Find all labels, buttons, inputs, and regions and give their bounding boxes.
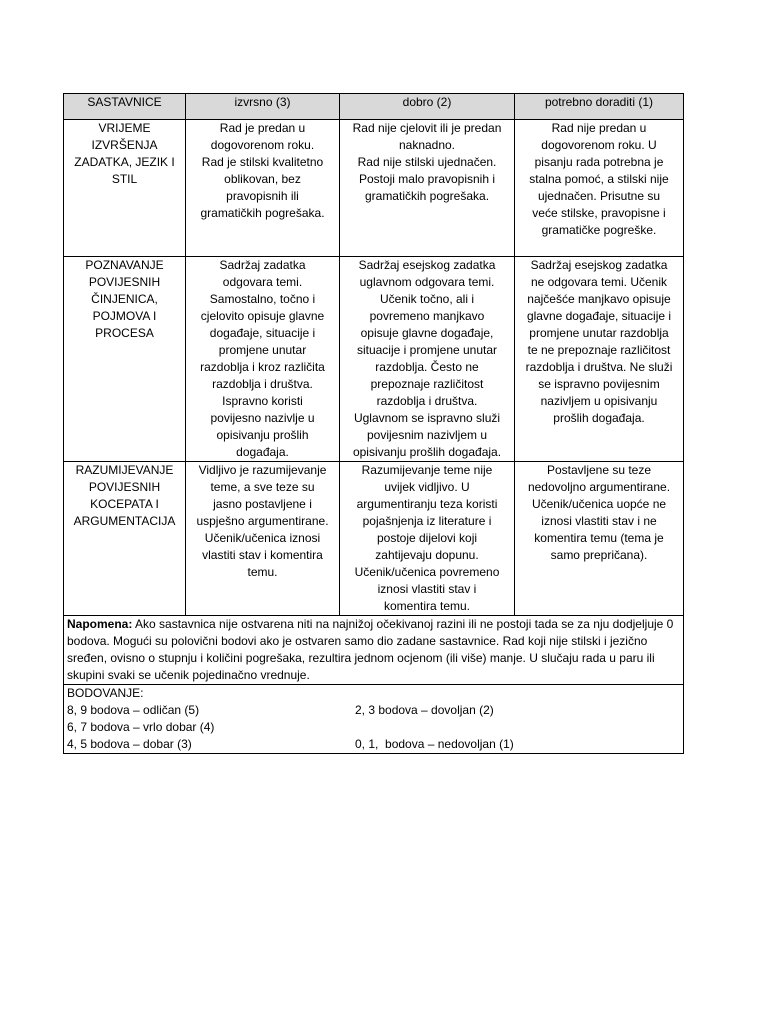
needs-work-cell xyxy=(515,462,684,616)
header-row xyxy=(64,94,684,120)
cell-line: RAZUMIJEVANJE xyxy=(75,463,174,477)
cell-line: Učenik/učenica uopće ne xyxy=(531,497,667,511)
header-excellent: izvrsno (3) xyxy=(186,94,340,120)
cell-line: IZVRŠENJA xyxy=(91,138,158,152)
scoring-left-2: 4, 5 bodova – dobar (3) xyxy=(67,737,192,751)
needs-work-cell xyxy=(515,257,684,462)
good-cell xyxy=(340,120,515,257)
cell-line: razdoblja. Često ne xyxy=(375,360,479,374)
note-row xyxy=(64,616,684,685)
note-label: Napomena: xyxy=(67,617,133,631)
table-row xyxy=(64,120,684,257)
cell-line: argumentiranju teza koristi xyxy=(356,497,498,511)
cell-line: POVIJESNIH xyxy=(88,275,161,289)
cell-line: Učenik/učenica povremeno xyxy=(354,565,500,579)
scoring-cell xyxy=(64,685,684,754)
cell-line: Ispravno koristi xyxy=(222,394,303,408)
cell-line: situacije i promjene unutar xyxy=(356,343,498,357)
cell-line: dogovorenom roku. xyxy=(210,138,315,152)
cell-line: Postoji malo pravopisnih i xyxy=(358,172,496,186)
cell-line: ZADATKA, JEZIK I xyxy=(74,155,175,169)
cell-line: promjene unutar razdoblja xyxy=(529,326,669,340)
cell-line: Rad nije predan u xyxy=(551,121,647,135)
cell-line: Razumijevanje teme nije xyxy=(361,463,493,477)
cell-line: glavne događaje, situacije i xyxy=(526,309,672,323)
note-text: Ako sastavnica nije ostvarena niti na najnižoj očekivanoj razini ili ne postoji tada se za nju dodjeljuje 0 bodova. Mogući su polovični bodovi ako je ostvaren samo dio zadane sastavnice. Rad koji nije stilski i jezično sređen, ovisno o stupnju i količini pogrešaka, rezultira jednom ocjenom (ili više) manje. U slučaju rada u paru ili skupini svaki se učenik pojedinačno vrednuje. xyxy=(67,617,674,682)
cell-line: vlastiti stav i komentira xyxy=(202,548,323,562)
cell-line: Samostalno, točno i xyxy=(209,292,316,306)
cell-line: pojašnjenja iz literature i xyxy=(362,514,492,528)
cell-line: komentira temu (tema je xyxy=(534,531,664,545)
cell-line: te ne prepoznaje različitost xyxy=(527,343,671,357)
cell-line: Rad nije cjelovit ili je predan xyxy=(352,121,502,135)
table-row xyxy=(64,257,684,462)
cell-line: PROCESA xyxy=(95,326,154,340)
cell-line: povijesno nazivlje u xyxy=(210,411,315,425)
cell-line: veće stilske, pravopisne i xyxy=(532,206,666,220)
cell-line: Uglavnom se ispravno služi xyxy=(353,411,501,425)
cell-line: uvijek vidljivo. U xyxy=(384,480,470,494)
cell-line: komentira temu. xyxy=(383,599,471,613)
scoring-row xyxy=(64,685,684,754)
cell-line: prošlih događaja. xyxy=(553,411,645,425)
cell-line: jasno postavljene i xyxy=(213,497,312,511)
cell-line: gramatičkih pogrešaka. xyxy=(364,189,490,203)
criterion-cell xyxy=(64,120,186,257)
cell-line: opisuje glavne događaje, xyxy=(360,326,494,340)
header-good: dobro (2) xyxy=(340,94,515,120)
cell-line: promjene unutar xyxy=(218,343,307,357)
cell-line: Vidljivo je razumijevanje xyxy=(198,463,327,477)
cell-line: razdoblja i društva. Ne služi xyxy=(525,360,673,374)
cell-line: odgovara temi. xyxy=(222,275,303,289)
cell-line: POZNAVANJE xyxy=(85,258,164,272)
scoring-right-0: 2, 3 bodova – dovoljan (2) xyxy=(355,703,494,717)
cell-line: razdoblja i društva. xyxy=(376,394,478,408)
cell-line: Učenik/učenica iznosi xyxy=(204,531,321,545)
criterion-cell xyxy=(64,257,186,462)
note-cell xyxy=(64,616,684,685)
cell-line: Sadržaj esejskog zadatka xyxy=(530,258,668,272)
cell-line: povijesnim nazivljem u xyxy=(366,428,488,442)
cell-line: oblikovan, bez xyxy=(224,172,301,186)
cell-line: najčešće manjkavo opisuje xyxy=(527,292,671,306)
scoring-right-2: 0, 1, bodova – nedovoljan (1) xyxy=(355,737,514,751)
cell-line: ARGUMENTACIJA xyxy=(73,514,176,528)
scoring-grid xyxy=(67,702,680,753)
cell-line: stalna pomoć, a stilski nije xyxy=(529,172,669,186)
cell-line: cjelovito opisuje glavne xyxy=(200,309,325,323)
cell-line: prepoznaje različitost xyxy=(370,377,484,391)
cell-line: iznosi vlastiti stav i xyxy=(377,582,477,596)
header-needs-work: potrebno doraditi (1) xyxy=(515,94,684,120)
cell-line: Rad nije stilski ujednačen. xyxy=(357,155,497,169)
cell-line: pravopisnih ili xyxy=(226,189,299,203)
scoring-right-1 xyxy=(355,719,680,736)
cell-line: ne odgovara temi. Učenik xyxy=(530,275,668,289)
cell-line: teme, a sve teze su xyxy=(210,480,315,494)
cell-line: povremeno manjkavo xyxy=(369,309,485,323)
cell-line: temu. xyxy=(247,565,278,579)
scoring-left-0: 8, 9 bodova – odličan (5) xyxy=(67,703,200,717)
cell-line: dogovorenom roku. U xyxy=(541,138,657,152)
cell-line: se ispravno povijesnim xyxy=(538,377,660,391)
scoring-title: BODOVANJE: xyxy=(67,686,144,700)
criterion-cell xyxy=(64,462,186,616)
cell-line: Rad je stilski kvalitetno xyxy=(201,155,324,169)
cell-line: nazivljem u opisivanju xyxy=(540,394,658,408)
cell-line: naknadno. xyxy=(398,138,456,152)
cell-line: STIL xyxy=(111,172,138,186)
excellent-cell xyxy=(186,462,340,616)
good-cell xyxy=(340,257,515,462)
header-criteria: SASTAVNICE xyxy=(64,94,186,120)
cell-line: Rad je predan u xyxy=(219,121,306,135)
cell-line: uspješno argumentirane. xyxy=(196,514,329,528)
cell-line: POJMOVA I xyxy=(92,309,157,323)
cell-line: gramatičke pogreške. xyxy=(541,223,657,237)
table-row xyxy=(64,462,684,616)
cell-line: uglavnom odgovara temi. xyxy=(359,275,495,289)
needs-work-cell xyxy=(515,120,684,257)
cell-line: VRIJEME xyxy=(98,121,151,135)
cell-line: razdoblja i kroz različita xyxy=(200,360,325,374)
cell-line: pisanju rada potrebna je xyxy=(534,155,664,169)
cell-line: ČINJENICA, xyxy=(91,292,158,306)
excellent-cell xyxy=(186,120,340,257)
cell-line: postoje dijelovi koji xyxy=(376,531,478,545)
cell-line: Sadržaj zadatka xyxy=(219,258,306,272)
cell-line: Sadržaj esejskog zadatka xyxy=(358,258,496,272)
cell-line: Učenik točno, ali i xyxy=(379,292,475,306)
good-cell xyxy=(340,462,515,616)
cell-line: nedovoljno argumentirane. xyxy=(527,480,671,494)
cell-line: POVIJESNIH xyxy=(88,480,161,494)
cell-line: zahtijevaju dopunu. xyxy=(375,548,479,562)
scoring-left-1: 6, 7 bodova – vrlo dobar (4) xyxy=(67,720,215,734)
cell-line: ujednačen. Prisutne su xyxy=(537,189,661,203)
cell-line: samo prepričana). xyxy=(550,548,648,562)
cell-line: opisivanju prošlih xyxy=(216,428,309,442)
cell-line: Postavljene su teze xyxy=(546,463,652,477)
cell-line: KOCEPATA I xyxy=(90,497,159,511)
cell-line: razdoblja i društva. xyxy=(212,377,313,391)
cell-line: događaje, situacije i xyxy=(209,326,316,340)
cell-line: gramatičkih pogrešaka. xyxy=(200,206,325,220)
cell-line: događaja. xyxy=(236,445,289,459)
rubric-table xyxy=(63,93,684,754)
excellent-cell xyxy=(186,257,340,462)
cell-line: iznosi vlastiti stav i ne xyxy=(541,514,657,528)
cell-line: opisivanju prošlih događaja. xyxy=(352,445,502,459)
